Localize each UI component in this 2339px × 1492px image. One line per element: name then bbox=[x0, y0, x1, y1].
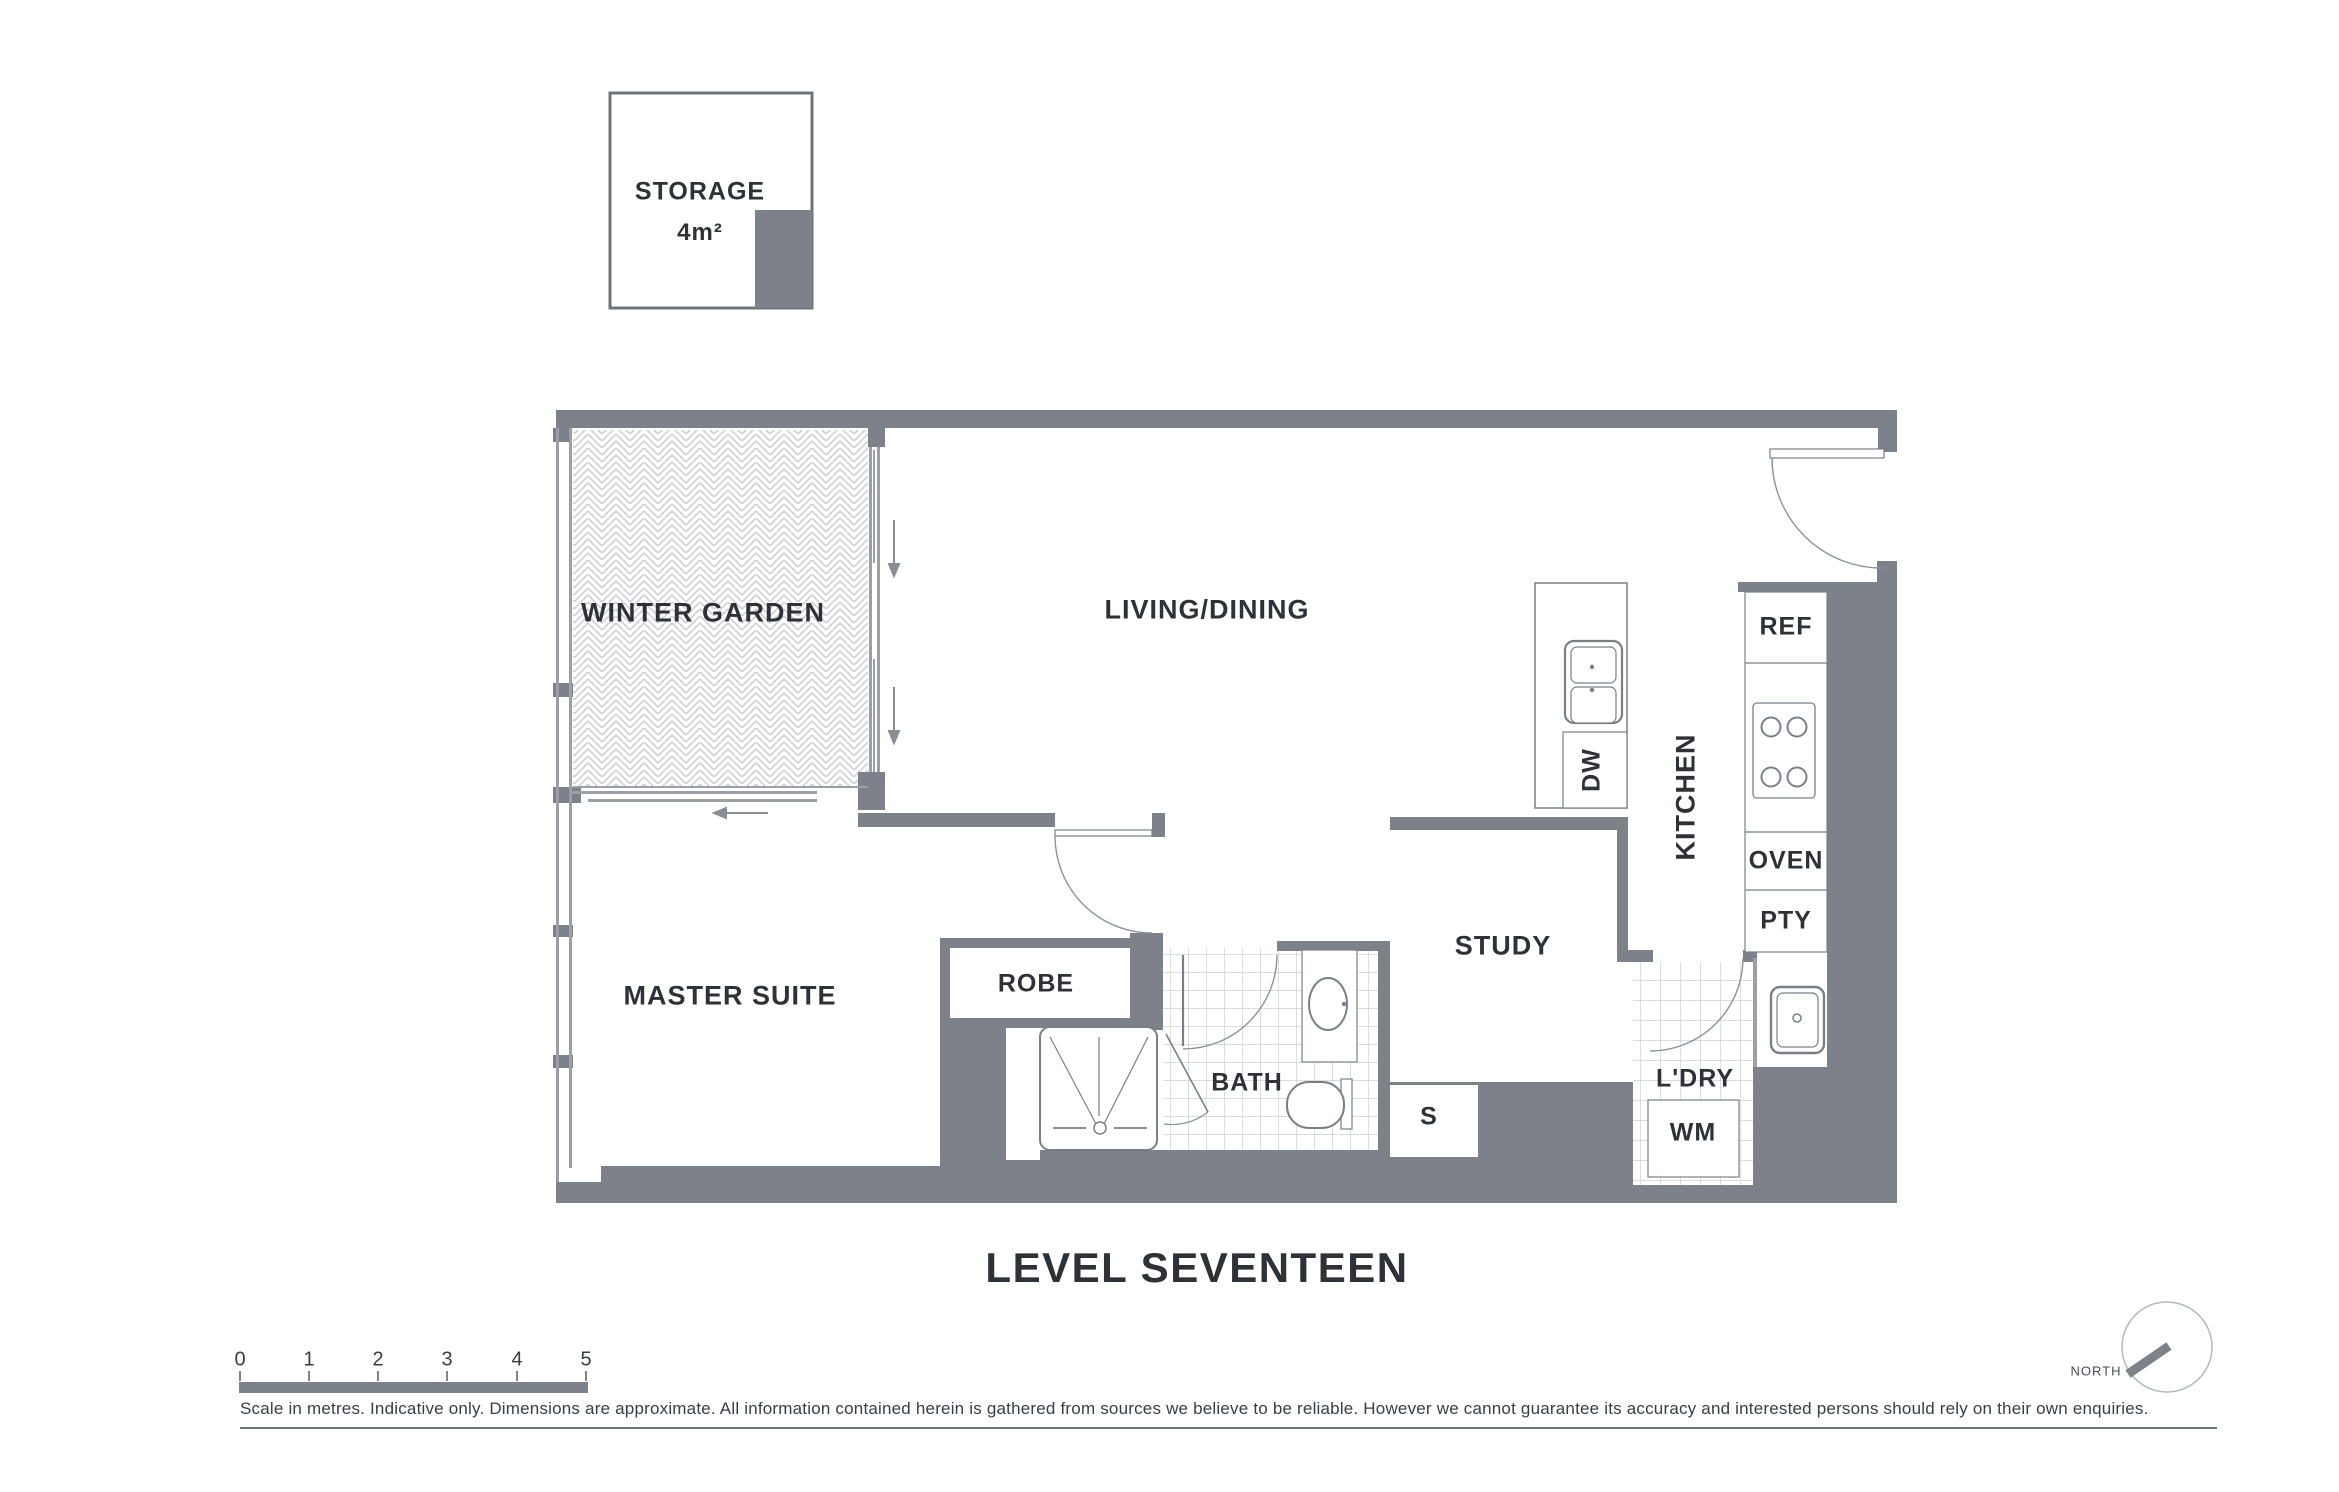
room-label-s-cupboard: S bbox=[1420, 1102, 1438, 1131]
room-label-kitchen: KITCHEN bbox=[1670, 733, 1701, 861]
storage-label: STORAGE bbox=[634, 177, 766, 206]
scale-tick-label-0: 0 bbox=[234, 1348, 246, 1371]
storage-shaft bbox=[755, 210, 812, 308]
plan-title: LEVEL SEVENTEEN bbox=[985, 1244, 1409, 1291]
scale-tick-label-1: 1 bbox=[303, 1348, 315, 1371]
north-label: NORTH bbox=[2070, 1363, 2122, 1379]
disclaimer-underline bbox=[240, 1427, 2217, 1429]
shower bbox=[1040, 1027, 1157, 1150]
scale-tick bbox=[516, 1371, 518, 1381]
laundry-sink bbox=[1771, 987, 1824, 1053]
room-label-laundry: L'DRY bbox=[1655, 1064, 1735, 1093]
appliance-label-oven: OVEN bbox=[1748, 846, 1824, 875]
cooktop bbox=[1753, 703, 1815, 798]
shower-drain bbox=[1094, 1122, 1106, 1134]
vanity bbox=[1302, 950, 1357, 1062]
scale-tick bbox=[377, 1371, 379, 1381]
island-sink bbox=[1565, 641, 1622, 723]
room-label-winter-garden: WINTER GARDEN bbox=[581, 597, 825, 628]
scale-tick bbox=[585, 1371, 587, 1381]
scale-tick bbox=[239, 1371, 241, 1381]
appliance-label-dw: DW bbox=[1577, 748, 1606, 792]
room-label-master-suite: MASTER SUITE bbox=[623, 980, 837, 1011]
room-label-study: STUDY bbox=[1454, 930, 1552, 961]
storage-area-label: 4m² bbox=[677, 219, 723, 246]
basin bbox=[1309, 978, 1347, 1030]
scale-tick-label-3: 3 bbox=[441, 1348, 453, 1371]
room-label-robe: ROBE bbox=[997, 969, 1075, 998]
room-label-bath: BATH bbox=[1211, 1068, 1283, 1097]
scale-tick bbox=[446, 1371, 448, 1381]
scale-tick-label-2: 2 bbox=[372, 1348, 384, 1371]
room-label-living-dining: LIVING/DINING bbox=[1104, 594, 1310, 625]
north-compass bbox=[2122, 1302, 2212, 1392]
entry-door bbox=[1770, 449, 1884, 568]
toilet bbox=[1287, 1079, 1352, 1129]
scale-bar-rule bbox=[239, 1382, 588, 1393]
appliance-label-ref: REF bbox=[1759, 612, 1813, 641]
disclaimer-text: Scale in metres. Indicative only. Dimensions are approximate. All information contained herein is gathered from sources we believe to be reliable. However we cannot guarantee its accuracy and interested persons should rely on their own enquiries. bbox=[240, 1399, 2149, 1418]
scale-tick-label-4: 4 bbox=[511, 1348, 523, 1371]
appliance-label-wm: WM bbox=[1669, 1118, 1717, 1147]
scale-tick bbox=[308, 1371, 310, 1381]
master-suite-door bbox=[1055, 830, 1152, 933]
scale-tick-label-5: 5 bbox=[580, 1348, 592, 1371]
appliance-label-pty: PTY bbox=[1760, 906, 1812, 935]
